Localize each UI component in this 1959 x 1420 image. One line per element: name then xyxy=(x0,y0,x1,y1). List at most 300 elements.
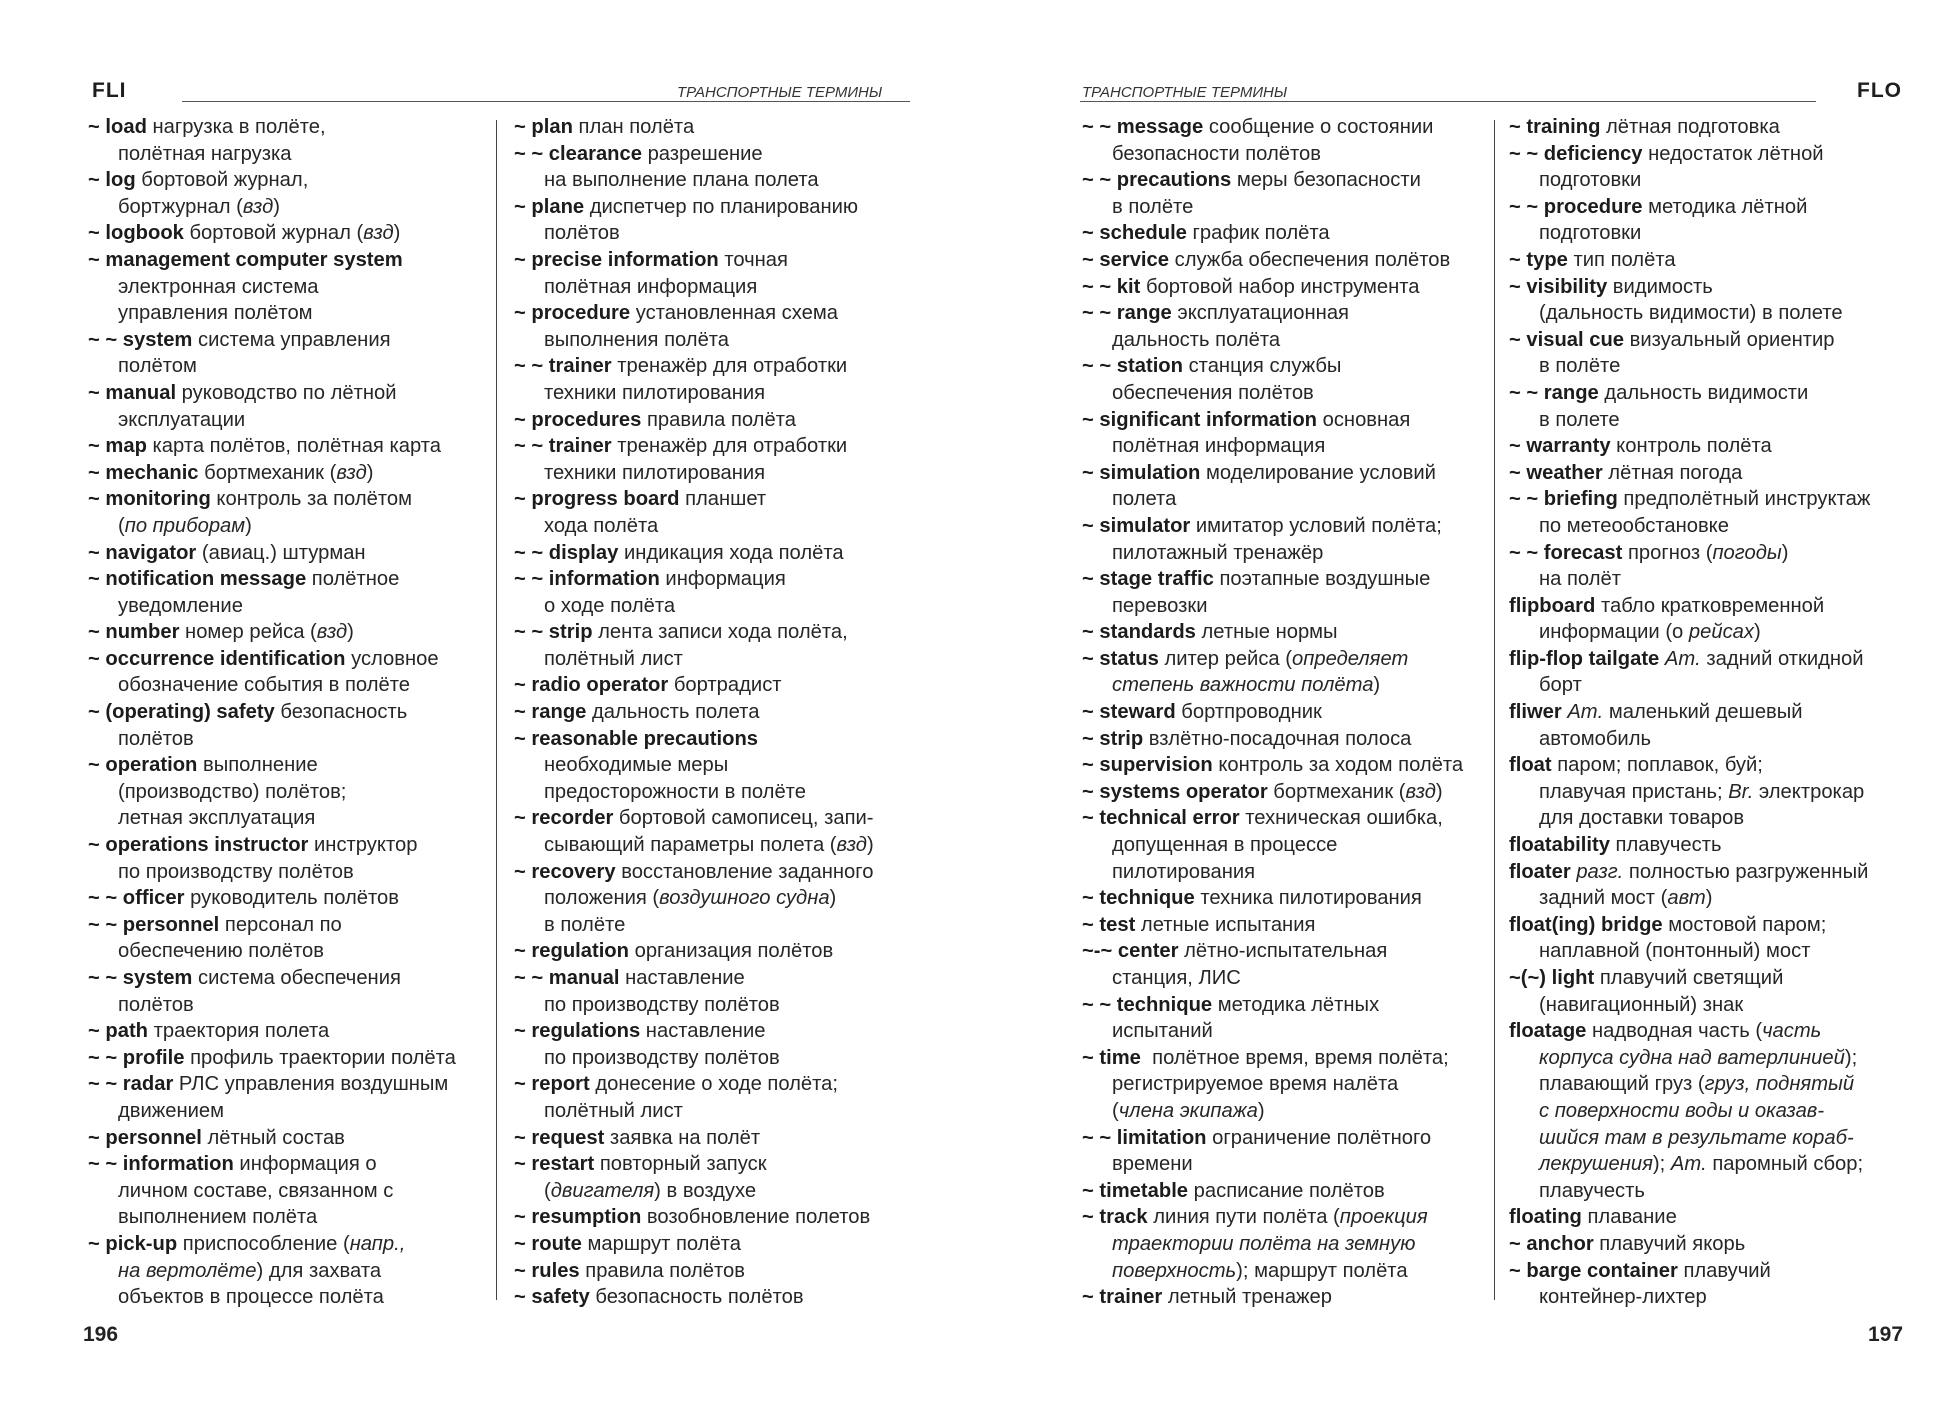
entry-line xyxy=(1082,1178,1463,1205)
italic-note: Br. xyxy=(1728,780,1754,803)
entry-line xyxy=(1082,486,1463,513)
definition-text: профиль траектории полёта xyxy=(184,1046,456,1069)
entry-line xyxy=(514,726,874,753)
definition-text: маршрут полёта xyxy=(581,1232,741,1255)
definition-text: точная xyxy=(718,248,788,271)
definition-text: график полёта xyxy=(1186,222,1330,245)
definition-text: повторный запуск xyxy=(594,1153,767,1176)
definition-text: выполнение xyxy=(197,754,318,777)
definition-text: эксплуатационная xyxy=(1171,302,1349,325)
headword: ~ radio operator xyxy=(514,674,669,697)
entry-line xyxy=(514,1178,874,1205)
definition-text: бортмеханик ( xyxy=(1267,780,1406,803)
headword: ~ schedule xyxy=(1082,222,1187,245)
entry-line xyxy=(514,805,874,832)
headword: ~ report xyxy=(514,1073,590,1096)
headword: ~ safety xyxy=(514,1286,590,1309)
definition-text: пилотажный тренажёр xyxy=(1112,541,1324,564)
definition-text: ) xyxy=(866,834,874,857)
definition-text: летный тренажер xyxy=(1162,1286,1333,1309)
entry-line xyxy=(1509,513,1870,540)
entry-line xyxy=(514,1018,874,1045)
headword: ~ timetable xyxy=(1082,1179,1189,1202)
entry-line xyxy=(1509,540,1870,567)
entry-line xyxy=(1082,114,1463,141)
definition-text: по производству полётов xyxy=(544,993,780,1016)
headword: ~ simulator xyxy=(1082,514,1191,537)
definition-text: положения ( xyxy=(544,887,660,910)
entry-line xyxy=(88,726,456,753)
italic-note: Am. xyxy=(1567,701,1604,724)
right-page xyxy=(980,0,1959,1420)
italic-note: напр., xyxy=(349,1232,406,1255)
italic-note: груз, поднятый xyxy=(1704,1073,1855,1096)
entry-line xyxy=(514,752,874,779)
italic-note: по приборам xyxy=(124,514,246,537)
definition-text: инструктор xyxy=(308,834,418,857)
definition-text: подготовки xyxy=(1539,169,1642,192)
entry-line xyxy=(1082,726,1463,753)
definition-text: бортовой самописец, запи- xyxy=(613,807,874,830)
definition-text: паром; поплавок, буй; xyxy=(1551,754,1763,777)
headword: ~ ~ system xyxy=(88,328,193,351)
definition-text: бортмеханик ( xyxy=(198,461,337,484)
definition-text: (производство) полётов; xyxy=(118,780,347,803)
entry-line xyxy=(88,167,456,194)
entry-line xyxy=(1509,1178,1870,1205)
definition-text: борт xyxy=(1539,674,1582,697)
headword: ~ supervision xyxy=(1082,754,1213,777)
entry-line xyxy=(88,646,456,673)
entry-line xyxy=(88,141,456,168)
entry-line xyxy=(1509,859,1870,886)
definition-text: диспетчер по планированию xyxy=(584,195,859,218)
definition-text: техника пилотирования xyxy=(1194,887,1422,910)
definition-text: техники пилотирования xyxy=(544,461,766,484)
definition-text: руководитель полётов xyxy=(184,887,400,910)
definition-text: сообщение о состоянии xyxy=(1203,116,1434,138)
entry-line xyxy=(1082,832,1463,859)
entry-line xyxy=(1082,1231,1463,1258)
headword: ~ ~ range xyxy=(1509,381,1599,404)
entry-line xyxy=(1082,1045,1463,1072)
entry-line xyxy=(1509,1018,1870,1045)
definition-text: лётный состав xyxy=(201,1126,345,1149)
definition-text: выполнением полёта xyxy=(118,1206,318,1229)
definition-text: обеспечения полётов xyxy=(1112,381,1314,404)
definition-text: регистрируемое время налёта xyxy=(1112,1073,1399,1096)
entry-line xyxy=(1082,646,1463,673)
definition-text: обозначение события в полёте xyxy=(118,674,410,697)
definition-text: полётное xyxy=(306,568,400,591)
definition-text: ) в воздухе xyxy=(654,1179,757,1202)
entry-line xyxy=(1082,433,1463,460)
definition-text: полётов xyxy=(544,222,620,245)
definition-text: литер рейса ( xyxy=(1158,647,1292,670)
definition-text: установленная схема xyxy=(630,302,838,325)
headword: ~ warranty xyxy=(1509,435,1611,458)
italic-note: двигателя xyxy=(550,1179,655,1202)
headword: ~ pick-up xyxy=(88,1232,178,1255)
definition-text: бортовой журнал, xyxy=(135,169,309,192)
definition-text: бортжурнал ( xyxy=(118,195,243,218)
definition-text: правила полёта xyxy=(641,408,796,431)
headword: ~ ~ personnel xyxy=(88,913,220,936)
entry-line xyxy=(514,859,874,886)
entry-line xyxy=(1509,194,1870,221)
definition-text: маленький дешевый xyxy=(1603,701,1803,724)
definition-text: дальность видимости xyxy=(1598,381,1809,404)
entry-line xyxy=(1509,699,1870,726)
definition-text: ( xyxy=(118,514,125,537)
headword: ~ notification message xyxy=(88,568,307,591)
headword: ~ technique xyxy=(1082,887,1195,910)
entry-line xyxy=(88,1258,456,1285)
entry-line xyxy=(88,832,456,859)
entry-line xyxy=(1509,965,1870,992)
dictionary-column xyxy=(1509,114,1870,1311)
headword: ~ time xyxy=(1082,1046,1141,1069)
headword: ~ weather xyxy=(1509,461,1603,484)
definition-text: предосторожности в полёте xyxy=(544,780,806,803)
entry-line xyxy=(1509,247,1870,274)
italic-note: степень важности полёта xyxy=(1112,674,1374,697)
definition-text: методика лётной xyxy=(1642,195,1808,218)
definition-text: безопасность полётов xyxy=(589,1286,804,1309)
definition-text: лётная погода xyxy=(1602,461,1743,484)
definition-text: в полёте xyxy=(1112,195,1194,218)
headword: flipboard xyxy=(1509,594,1596,617)
headword: ~ ~ information xyxy=(88,1153,234,1176)
definition-text: видимость xyxy=(1607,275,1713,298)
entry-line xyxy=(1082,1258,1463,1285)
headword: ~ route xyxy=(514,1232,582,1255)
headword: ~ strip xyxy=(1082,727,1144,750)
headword: ~ ~ manual xyxy=(514,967,620,989)
definition-text: мостовой паром; xyxy=(1662,913,1827,936)
italic-note: с поверхности воды и оказав- xyxy=(1539,1099,1825,1122)
definition-text: возобновление полетов xyxy=(641,1206,871,1229)
headword: ~ type xyxy=(1509,248,1568,271)
entry-line xyxy=(1082,912,1463,939)
headword: ~ ~ officer xyxy=(88,887,185,910)
headword: ~ reasonable precautions xyxy=(514,727,759,750)
definition-text: полётное время, время полёта; xyxy=(1140,1046,1449,1069)
headword: ~ load xyxy=(88,116,147,138)
definition-text: паромный сбор; xyxy=(1706,1153,1864,1176)
definition-text: станция, ЛИС xyxy=(1112,967,1241,989)
header-rule xyxy=(1080,101,1816,102)
entry-line xyxy=(1509,407,1870,434)
definition-text: планшет xyxy=(679,488,767,511)
entry-line xyxy=(514,114,874,141)
entry-line xyxy=(1509,1258,1870,1285)
entry-line xyxy=(514,885,874,912)
definition-text: план полёта xyxy=(572,116,695,138)
entry-line xyxy=(1509,1231,1870,1258)
column-divider xyxy=(496,120,497,1300)
entry-line xyxy=(1509,1125,1870,1152)
definition-text: руководство по лётной xyxy=(176,381,397,404)
entry-line xyxy=(1082,194,1463,221)
definition-text: контейнер-лихтер xyxy=(1539,1286,1707,1309)
definition-text: полностью разгруженный xyxy=(1623,860,1869,883)
entry-line xyxy=(514,300,874,327)
definition-text: в полете xyxy=(1539,408,1620,431)
entry-line xyxy=(88,1284,456,1311)
headword: ~ logbook xyxy=(88,222,184,245)
entry-line xyxy=(1509,141,1870,168)
entry-line xyxy=(88,486,456,513)
column-divider xyxy=(1494,120,1495,1300)
headword: ~ resumption xyxy=(514,1206,642,1229)
definition-text: тренажёр для отработки xyxy=(611,355,848,378)
guide-word: FLO xyxy=(1857,79,1902,102)
headword: ~ ~ strip xyxy=(514,621,593,644)
definition-text: полётом xyxy=(118,355,197,378)
definition-text: ) xyxy=(273,195,280,218)
headword: ~ request xyxy=(514,1126,605,1149)
entry-line xyxy=(88,460,456,487)
headword: ~ restart xyxy=(514,1153,595,1176)
definition-text: номер рейса ( xyxy=(179,621,317,644)
entry-line xyxy=(514,779,874,806)
headword: ~ map xyxy=(88,435,147,458)
entry-line xyxy=(1082,779,1463,806)
entry-line xyxy=(514,407,874,434)
definition-text: по производству полётов xyxy=(118,860,354,883)
definition-text: информация xyxy=(659,568,786,591)
entry-line xyxy=(1509,566,1870,593)
headword: ~ ~ display xyxy=(514,541,619,564)
headword: floating xyxy=(1509,1206,1582,1229)
entry-line xyxy=(88,805,456,832)
entry-line xyxy=(88,1231,456,1258)
entry-line xyxy=(88,859,456,886)
entry-line xyxy=(88,540,456,567)
entry-line xyxy=(1082,141,1463,168)
definition-text: контроль за ходом полёта xyxy=(1212,754,1464,777)
definition-text: полётов xyxy=(118,993,194,1016)
headword: ~ steward xyxy=(1082,701,1176,724)
definition-text: бортпроводник xyxy=(1175,701,1322,724)
entry-line xyxy=(1082,1151,1463,1178)
entry-line xyxy=(88,593,456,620)
headword: ~ visibility xyxy=(1509,275,1608,298)
definition-text: ) xyxy=(1781,541,1789,564)
definition-text: информация о xyxy=(233,1153,377,1176)
entry-line xyxy=(1509,646,1870,673)
definition-text: времени xyxy=(1112,1153,1193,1176)
entry-line xyxy=(1082,407,1463,434)
headword: ~ stage traffic xyxy=(1082,568,1214,591)
entry-line xyxy=(88,300,456,327)
entry-line xyxy=(88,1098,456,1125)
headword: floatability xyxy=(1509,834,1610,857)
definition-text: (навигационный) знак xyxy=(1539,993,1744,1016)
entry-line xyxy=(88,1151,456,1178)
headword: ~ ~ trainer xyxy=(514,355,612,378)
entry-line xyxy=(1509,486,1870,513)
entry-line xyxy=(514,194,874,221)
entry-line xyxy=(1082,992,1463,1019)
headword: ~ ~ forecast xyxy=(1509,541,1623,564)
headword: ~ training xyxy=(1509,116,1601,138)
definition-text: лента записи хода полёта, xyxy=(592,621,848,644)
definition-text: предполётный инструктаж xyxy=(1617,488,1871,511)
italic-note: на вертолёте xyxy=(118,1259,257,1282)
italic-note: корпуса судна над ватерлинией xyxy=(1539,1046,1845,1069)
headword: ~ number xyxy=(88,621,180,644)
entry-line xyxy=(1082,1204,1463,1231)
italic-note: взд xyxy=(242,195,274,218)
entry-line xyxy=(514,167,874,194)
headword: ~ technical error xyxy=(1082,807,1240,830)
entry-line xyxy=(514,513,874,540)
definition-text: в полёте xyxy=(1539,355,1621,378)
headword: floatage xyxy=(1509,1020,1587,1043)
definition-text: взлётно-посадочная полоса xyxy=(1143,727,1412,750)
italic-note: часть xyxy=(1762,1020,1822,1043)
entry-line xyxy=(1509,1045,1870,1072)
headword: ~ mechanic xyxy=(88,461,199,484)
entry-line xyxy=(88,938,456,965)
definition-text: лётная подготовка xyxy=(1600,116,1780,138)
definition-text: служба обеспечения полётов xyxy=(1169,248,1451,271)
definition-text: ); xyxy=(1844,1046,1858,1069)
definition-text: (авиац.) штурман xyxy=(196,541,366,564)
entry-line xyxy=(88,407,456,434)
headword: ~ ~ precautions xyxy=(1082,169,1232,192)
entry-line xyxy=(514,1098,874,1125)
entry-line xyxy=(1082,859,1463,886)
entry-line xyxy=(1082,1284,1463,1311)
entry-line xyxy=(1082,593,1463,620)
definition-text: ); маршрут полёта xyxy=(1236,1259,1408,1282)
definition-text: разрешение xyxy=(641,142,763,165)
definition-text: на полёт xyxy=(1539,568,1621,591)
guide-word: FLI xyxy=(92,79,127,102)
entry-line xyxy=(1082,1018,1463,1045)
italic-note: взд xyxy=(1405,780,1436,803)
definition-text: плавучесть xyxy=(1609,834,1722,857)
entry-line xyxy=(514,672,874,699)
entry-line xyxy=(514,938,874,965)
definition-text: полётный лист xyxy=(544,1099,683,1122)
definition-text: станция службы xyxy=(1182,355,1342,378)
entry-line xyxy=(88,274,456,301)
definition-text: безопасности полётов xyxy=(1112,142,1321,165)
definition-text: полётная информация xyxy=(1112,435,1326,458)
headword: ~ ~ profile xyxy=(88,1046,185,1069)
definition-text: летные испытания xyxy=(1135,913,1316,936)
entry-line xyxy=(88,220,456,247)
entry-line xyxy=(88,353,456,380)
definition-text: эксплуатации xyxy=(118,408,246,431)
definition-text: ограничение полётного xyxy=(1206,1126,1432,1149)
headword: ~ ~ radar xyxy=(88,1073,174,1096)
definition-text: ( xyxy=(544,1179,551,1202)
definition-text: ) для захвата xyxy=(256,1259,382,1282)
entry-line xyxy=(1082,220,1463,247)
dictionary-column xyxy=(514,114,874,1311)
headword: ~ management computer system xyxy=(88,248,403,271)
headword: ~ procedure xyxy=(514,302,631,325)
headword: ~ ~ range xyxy=(1082,302,1172,325)
entry-line xyxy=(88,1018,456,1045)
definition-text: электронная система xyxy=(118,275,319,298)
entry-line xyxy=(1082,540,1463,567)
headword: floater xyxy=(1509,860,1571,883)
headword: ~(~) light xyxy=(1509,967,1595,989)
entry-line xyxy=(1082,460,1463,487)
definition-text: ) xyxy=(393,222,401,245)
headword: ~ recorder xyxy=(514,807,614,830)
italic-note: члена экипажа xyxy=(1118,1099,1258,1122)
definition-text: приспособление ( xyxy=(177,1232,350,1255)
entry-line xyxy=(514,912,874,939)
page-number: 196 xyxy=(83,1323,119,1346)
definition-text: заявка на полёт xyxy=(604,1126,761,1149)
definition-text: контроль за полётом xyxy=(210,488,412,511)
definition-text: плавучий светящий xyxy=(1594,967,1784,989)
definition-text: моделирование условий xyxy=(1200,461,1436,484)
entry-line xyxy=(88,380,456,407)
definition-text: безопасность xyxy=(274,701,408,724)
entry-line xyxy=(514,1151,874,1178)
definition-text: основная xyxy=(1316,408,1411,431)
definition-text: ) xyxy=(1257,1099,1265,1122)
definition-text: плавающий груз ( xyxy=(1539,1073,1705,1096)
headword: ~ navigator xyxy=(88,541,197,564)
entry-line xyxy=(1509,433,1870,460)
entry-line xyxy=(1082,327,1463,354)
definition-text: расписание полётов xyxy=(1188,1179,1385,1202)
entry-line xyxy=(1509,752,1870,779)
definition-text: ); xyxy=(1652,1153,1671,1176)
headword: ~ progress board xyxy=(514,488,680,511)
definition-text: лётно-испытательная xyxy=(1178,940,1388,963)
entry-line xyxy=(514,1284,874,1311)
entry-line xyxy=(88,619,456,646)
entry-line xyxy=(1509,805,1870,832)
headword: ~ trainer xyxy=(1082,1286,1163,1309)
italic-note: Am. xyxy=(1670,1153,1707,1176)
entry-line xyxy=(514,699,874,726)
headword: ~ status xyxy=(1082,647,1159,670)
definition-text: ( xyxy=(1112,1099,1119,1122)
italic-note: определяет xyxy=(1292,647,1409,670)
entry-line xyxy=(514,433,874,460)
definition-text: по производству полётов xyxy=(544,1046,780,1069)
definition-text: дальность полёта xyxy=(1112,328,1281,351)
entry-line xyxy=(1082,752,1463,779)
headword: ~ systems operator xyxy=(1082,780,1268,803)
headword: ~ ~ deficiency xyxy=(1509,142,1643,165)
italic-note: лекрушения xyxy=(1539,1153,1653,1176)
entry-line xyxy=(514,141,874,168)
definition-text: полета xyxy=(1112,488,1177,511)
definition-text: контроль полёта xyxy=(1610,435,1772,458)
entry-line xyxy=(88,779,456,806)
definition-text: ) xyxy=(245,514,252,537)
headword: ~ ~ trainer xyxy=(514,435,612,458)
entry-line xyxy=(1509,327,1870,354)
definition-text: наставление xyxy=(619,967,745,989)
definition-text: система обеспечения xyxy=(192,967,401,989)
headword: ~ track xyxy=(1082,1206,1148,1229)
definition-text: для доставки товаров xyxy=(1539,807,1745,830)
